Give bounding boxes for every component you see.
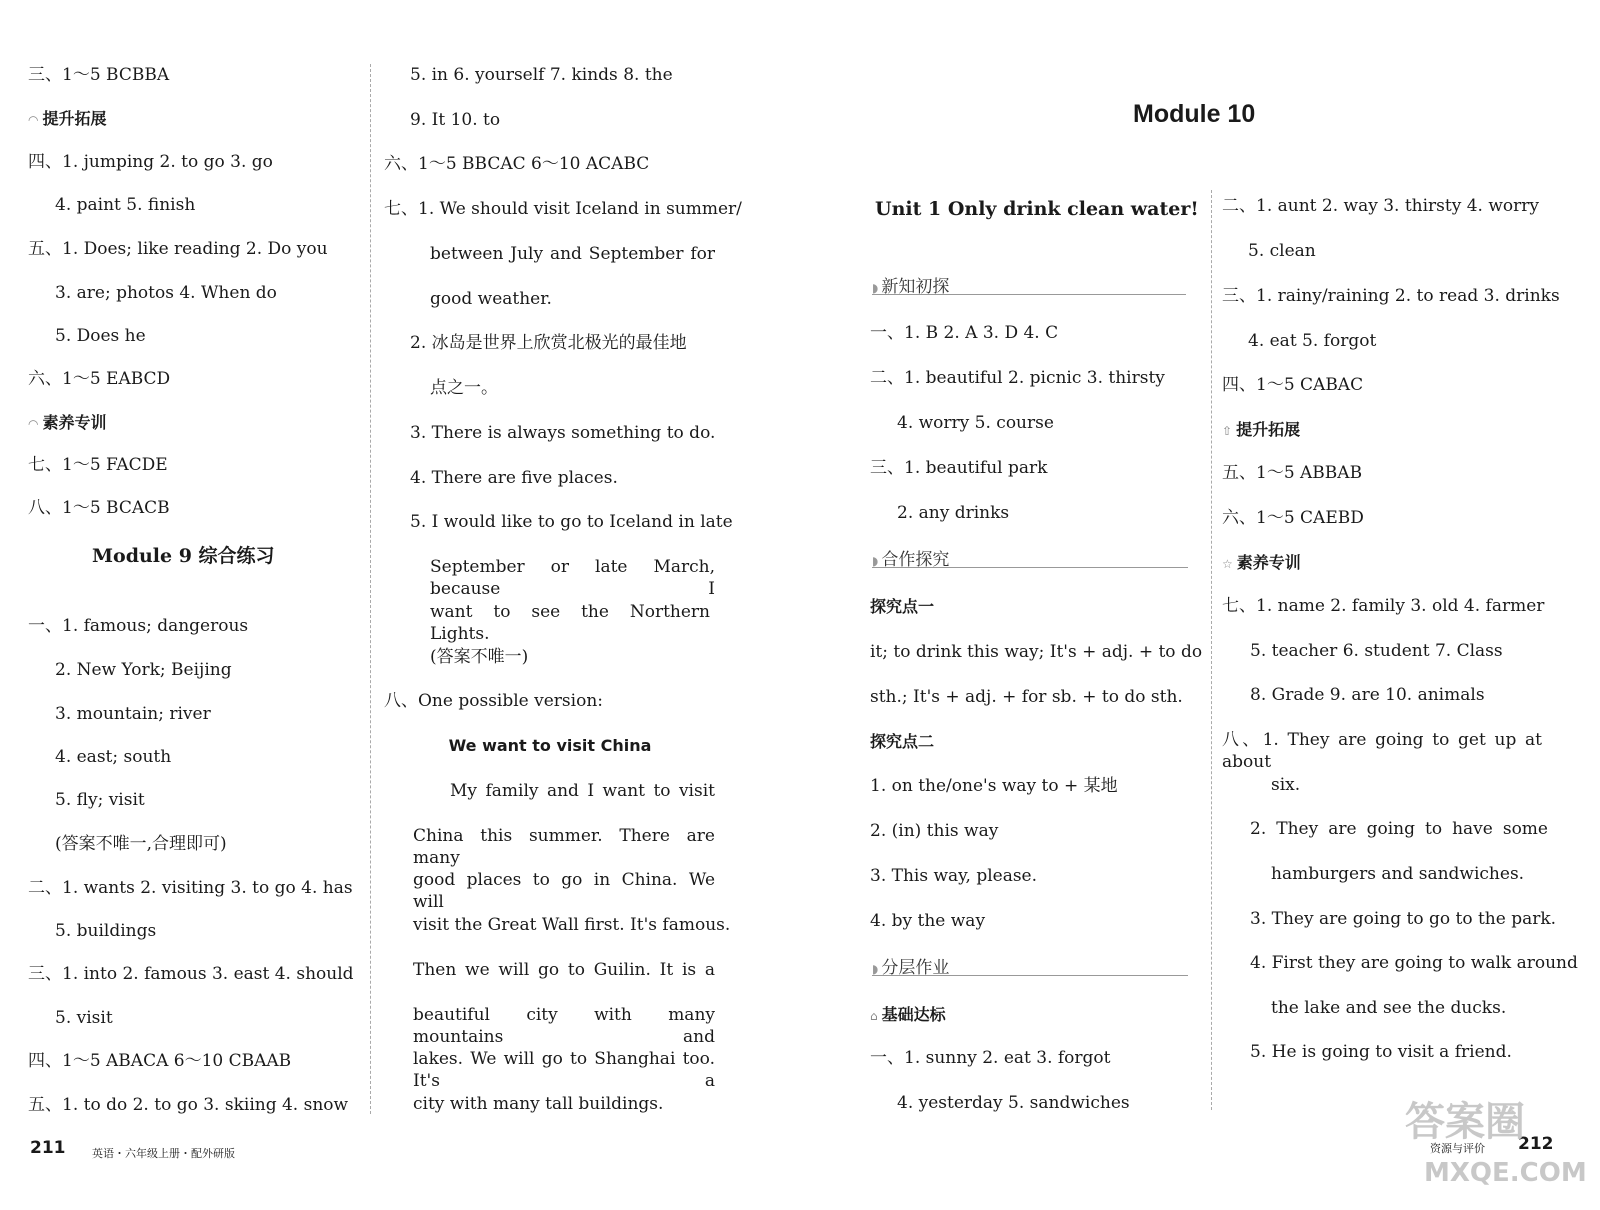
answer-line: 2. 冰岛是世界上欣赏北极光的最佳地 (410, 333, 687, 353)
essay-line: My family and I want to visit (450, 781, 715, 801)
section-heading: ☆ 素养专训 (1222, 553, 1301, 572)
answer-line: 3. This way, please. (870, 866, 1038, 886)
answer-line: 9. It 10. to (410, 110, 501, 130)
section-bar: ◗ 新知初探 (872, 272, 1186, 295)
answer-line: 三、1. beautiful park (870, 458, 1048, 478)
section-marker-icon: ◠ (28, 113, 39, 127)
answer-line: 七、1. We should visit Iceland in summer/ (384, 199, 742, 219)
answer-line: 二、1. wants 2. visiting 3. to go 4. has (28, 878, 353, 898)
answer-line: 4. eat 5. forgot (1248, 331, 1377, 351)
essay-line: Then we will go to Guilin. It is a (413, 960, 715, 980)
answer-line: 4. east; south (55, 747, 172, 767)
answer-line: 四、1～5 CABAC (1222, 375, 1364, 395)
essay-line: beautiful city with many mountains and (413, 1005, 715, 1047)
answer-line: 4. There are five places. (410, 468, 618, 488)
answer-line: 六、1～5 BBCAC 6～10 ACABC (384, 154, 650, 174)
section-marker-icon: ◗ (872, 962, 879, 976)
answer-line: hamburgers and sandwiches. (1271, 864, 1525, 884)
essay-line: China this summer. There are many (413, 826, 715, 868)
section-bar: ◗ 分层作业 (872, 953, 1188, 976)
answer-line: 七、1～5 FACDE (28, 455, 168, 475)
answer-line: 五、1～5 ABBAB (1222, 463, 1363, 483)
section-heading: ◠ 素养专训 (28, 413, 107, 432)
section-marker-icon: ⌂ (870, 1009, 878, 1023)
answer-line: 5. in 6. yourself 7. kinds 8. the (410, 65, 673, 85)
unit-title: Unit 1 Only drink clean water! (875, 198, 1199, 220)
answer-line: 3. There is always something to do. (410, 423, 716, 443)
answer-line: 5. visit (55, 1008, 113, 1028)
module-10-heading: Module 10 (1133, 100, 1256, 128)
answer-line: 4. First they are going to walk around (1250, 953, 1578, 973)
answer-line: 八、1～5 BCACB (28, 498, 170, 518)
column-divider (370, 64, 371, 1114)
answer-line: 2. New York; Beijing (55, 660, 232, 680)
answer-line: September or late March, because I (430, 557, 715, 599)
section-marker-icon: ◠ (28, 417, 39, 431)
answer-line: 5. buildings (55, 921, 157, 941)
section-heading: ⇧ 提升拓展 (1222, 420, 1301, 439)
watermark-logo: 答案圈 (1405, 1099, 1525, 1145)
watermark-url: MXQE.COM (1424, 1158, 1587, 1188)
answer-line: 八、One possible version: (384, 691, 603, 711)
answer-line: 一、1. B 2. A 3. D 4. C (870, 323, 1059, 343)
answer-line: 六、1～5 CAEBD (1222, 508, 1364, 528)
footer-series-title: 资源与评价 (1430, 1142, 1485, 1155)
section-heading: ◠ 提升拓展 (28, 109, 107, 128)
column-divider (1211, 190, 1212, 1110)
section-heading: ⌂ 基础达标 (870, 1005, 946, 1024)
answer-line: 3. are; photos 4. When do (55, 283, 277, 303)
section-marker-icon: ⇧ (1222, 424, 1233, 438)
answer-line: 四、1～5 ABACA 6～10 CBAAB (28, 1051, 292, 1071)
answer-line: 五、1. to do 2. to go 3. skiing 4. snow (28, 1095, 349, 1115)
answer-line: 5. I would like to go to Iceland in late (410, 512, 733, 532)
answer-line: 1. on the/one's way to + 某地 (870, 776, 1118, 796)
answer-line: 8. Grade 9. are 10. animals (1250, 685, 1485, 705)
answer-line: 4. worry 5. course (897, 413, 1054, 433)
answer-line: 5. He is going to visit a friend. (1250, 1042, 1512, 1062)
answer-line: 八、1. They are going to get up at about (1222, 730, 1542, 772)
essay-line: lakes. We will go to Shanghai too. It's a (413, 1049, 715, 1091)
answer-line: the lake and see the ducks. (1271, 998, 1507, 1018)
answer-line: 一、1. famous; dangerous (28, 616, 249, 636)
essay-title: We want to visit China (448, 736, 652, 755)
answer-line: between July and September for (430, 244, 715, 264)
module-9-title: Module 9 综合练习 (92, 545, 275, 567)
answer-line: sth.; It's + adj. + for sb. + to do sth. (870, 687, 1183, 707)
section-marker-icon: ◗ (872, 554, 879, 568)
answer-line: 4. by the way (870, 911, 986, 931)
answer-line: 三、1～5 BCBBA (28, 65, 170, 85)
answer-line: 5. teacher 6. student 7. Class (1250, 641, 1503, 661)
answer-line: 一、1. sunny 2. eat 3. forgot (870, 1048, 1111, 1068)
answer-line: 5. clean (1248, 241, 1316, 261)
subsection-heading: 探究点二 (870, 732, 935, 751)
answer-line: 三、1. into 2. famous 3. east 4. should (28, 964, 354, 984)
answer-line: 4. paint 5. finish (55, 195, 196, 215)
answer-line: 七、1. name 2. family 3. old 4. farmer (1222, 596, 1545, 616)
section-bar: ◗ 合作探究 (872, 545, 1188, 568)
page-number-right: 212 (1518, 1134, 1554, 1154)
answer-line: 六、1～5 EABCD (28, 369, 171, 389)
answer-note: (答案不唯一,合理即可) (55, 834, 227, 854)
answer-line: 二、1. beautiful 2. picnic 3. thirsty (870, 368, 1165, 388)
answer-note: (答案不唯一) (430, 647, 529, 667)
answer-line: 4. yesterday 5. sandwiches (897, 1093, 1130, 1113)
answer-line: 3. They are going to go to the park. (1250, 909, 1557, 929)
footer-book-title: 英语・六年级上册・配外研版 (92, 1147, 235, 1160)
essay-line: good places to go in China. We will (413, 870, 715, 912)
section-marker-icon: ☆ (1222, 557, 1233, 571)
answer-line: good weather. (430, 289, 552, 309)
answer-line: 二、1. aunt 2. way 3. thirsty 4. worry (1222, 196, 1540, 216)
subsection-heading: 探究点一 (870, 597, 935, 616)
answer-line: 2. (in) this way (870, 821, 999, 841)
answer-line: 五、1. Does; like reading 2. Do you (28, 239, 328, 259)
answer-line: 2. any drinks (897, 503, 1010, 523)
section-marker-icon: ◗ (872, 281, 879, 295)
essay-line: city with many tall buildings. (413, 1094, 664, 1114)
answer-line: want to see the Northern Lights. (430, 602, 710, 644)
answer-line: 3. mountain; river (55, 704, 211, 724)
answer-line: 三、1. rainy/raining 2. to read 3. drinks (1222, 286, 1560, 306)
answer-line: 2. They are going to have some (1250, 819, 1548, 839)
answer-line: 5. Does he (55, 326, 146, 346)
answer-line: 点之一。 (430, 378, 498, 398)
answer-line: it; to drink this way; It's + adj. + to do (870, 642, 1203, 662)
answer-line: six. (1271, 775, 1301, 795)
answer-line: 5. fly; visit (55, 790, 145, 810)
answer-line: 四、1. jumping 2. to go 3. go (28, 152, 273, 172)
page-number-left: 211 (30, 1138, 66, 1158)
essay-line: visit the Great Wall first. It's famous. (413, 915, 731, 935)
